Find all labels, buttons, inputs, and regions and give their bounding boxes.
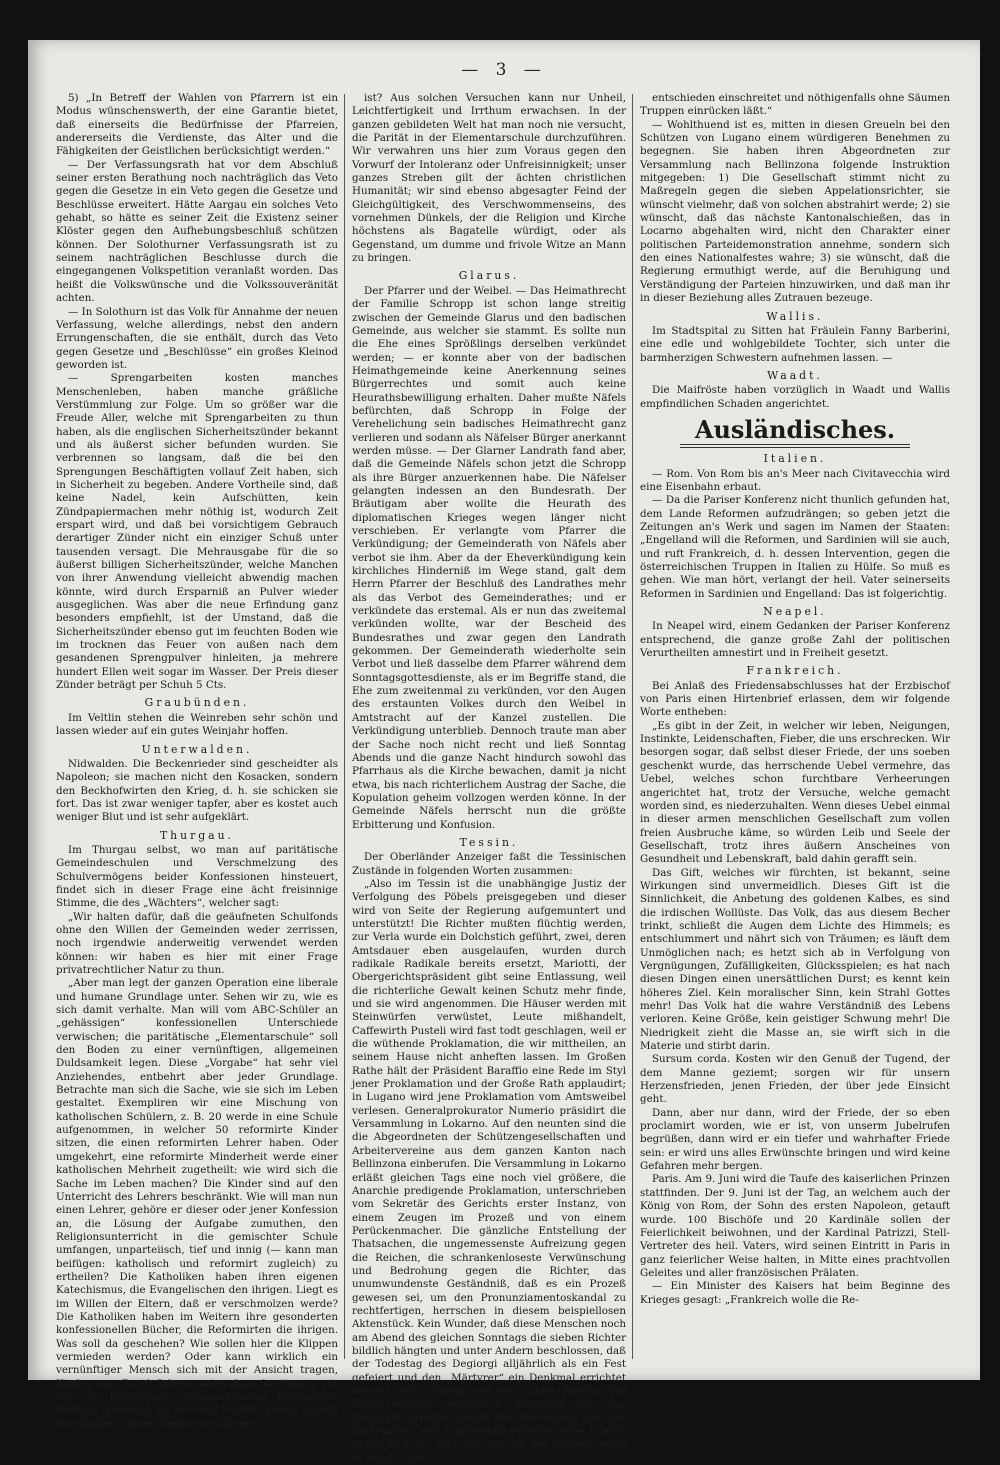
paragraph: — Wohlthuend ist es, mitten in diesen Greueln bei den Schützen von Lugano einem würdigeren Benehmen zu begegnen. Sie haben ihren Abgeordneten zur Versammlung nach Bellinzona folgende Instruktion mitgegeben: 1) Die Gesellschaft stimmt nicht zu Maßregeln gegen die sieben Appelationsrichter, sie wünscht vielmehr, daß von solchen abstrahirt werde; 2) sie wünscht, daß das nächste Kantonalschießen, das in Locarno abgehalten wird, nicht den Charakter einer politischen Parteidemonstration annehme, sondern sich den eines Nationalfestes wahre; 3) sie wünscht, daß die Regierung ermuthigt werde, auf die Beruhigung und Verständigung der Parteien hinzuwirken, und daß man ihr in dieser Beziehung alles Zutrauen bezeuge.	[640, 118, 950, 305]
paragraph: — Rom. Von Rom bis an's Meer nach Civitavecchia wird eine Eisenbahn erbaut.	[640, 467, 950, 493]
region-heading: Thurgau.	[159, 828, 234, 842]
paragraph: Das Gift, welches wir fürchten, ist bekannt, seine Wirkungen sind unvermeidlich. Dieses Gift ist die Sinnlichkeit, die Anbetung des goldenen Kalbes, es sind die irdischen Wollüste. Das Volk, das aus diesem Becher trinkt, schließt die Augen dem Lichte des Himmels; es entschlummert und nährt sich von Träumen; es läuft dem Unmöglichen nach; es hetzt sich ab in Verfolgung von Vergnügungen, Zufälligkeiten, Glücksspielen; es hat nach diesen Dingen einen unersättlichen Durst; es kennt kein höheres Ziel. Kein moralischer Sinn, kein Strahl Gottes mehr! Das Volk hat die wahre Verständniß des Lebens verloren. Keine Größe, kein geistiger Schwung mehr! Die Niedrigkeit zieht die Masse an, sie wirft sich in die Materie und stirbt darin.	[640, 866, 950, 1053]
paragraph: Bei Anlaß des Friedensabschlusses hat der Erzbischof von Paris einen Hirtenbrief erlassen, dem wir folgende Worte entheben:	[640, 679, 950, 719]
paragraph: — Sprengarbeiten kosten manches Menschenleben, haben manche gräßliche Verstümmlung zur Folge. Um so größer war die Freude Aller, welche mit Sprengarbeiten zu thun haben, als die englischen Sicherheitszünder bekannt und als äußerst sicher befunden wurden. Sie verbrennen so langsam, daß die bei den Sprengungen Beschäftigten vollauf Zeit haben, sich in Sicherheit zu begeben. Andere Vortheile sind, daß keine Nadel, kein Aufschütten, kein Zündpapiermachen mehr nöthig ist, wodurch Zeit erspart wird, und daß bei vorsichtigem Gebrauch derartiger Zünder nicht ein einziger Schuß unter tausenden versagt. Die Mehrausgabe für die so äußerst billigen Sicherheitszünder, welche Manchen von ihrer Anwendung vielleicht abwendig machen könnte, wird durch Ersparniß an Pulver wieder ausgeglichen. Was aber die neue Erfindung ganz besonders empfiehlt, ist der Umstand, daß die Sicherheitszünder ebenso gut im feuchten Boden wie im trocknen das Feuer von außen nach dem gesandenen Sprengpulver hinleiten, ja mehrere hundert Ellen weit sogar im Wasser. Der Preis dieser Zünder beträgt per Schuh 5 Cts.	[56, 372, 338, 692]
paragraph: 5) „In Betreff der Wahlen von Pfarrern ist ein Modus wünschenswerth, der eine Garantie bietet, daß einerseits die Bedürfnisse der Pfarreien, andererseits die Verdienste, das Alter und die Fähigkeiten der Geistlichen berücksichtigt werden.“	[56, 92, 338, 158]
paragraph: Der Pfarrer und der Weibel. — Das Heimathrecht der Familie Schropp ist schon lange streitig zwischen der Gemeinde Glarus und den badischen Gemeinde, aus welcher sie stammt. Es sollte nun die Ehe eines Sprößlings derselben verkündet werden; — er konnte aber von der badischen Heimathgemeinde keine Anerkennung seines Bürgerrechtes und somit auch keine Heurathsbewilligung erhalten. Daher mußte Näfels befürchten, daß Schropp in Folge der Verehelichung sein badisches Heimathrecht ganz verlieren und sodann als Näfelser Bürger anerkannt werden müsse. — Der Glarner Landrath fand aber, daß die Gemeinde Näfels schon jetzt die Schropp als ihre Bürger anzuerkennen habe. Die Näfelser gelangten indessen an den Bundesrath. Der Bräutigam aber wollte die Heurath des diplomatischen Krieges wegen länger nicht verschieben. Er verlangte vom Pfarrer die Verkündigung; der Gemeinderath von Näfels aber verbot sie ihm. Aber da der Eheverkündigung kein kirchliches Hinderniß im Wege stand, galt dem Herrn Pfarrer der Beschluß des Landrathes mehr als das Verbot des Gemeinderathes; und er verkündete das erstemal. Als er nun das zweitemal verkünden wollte, war der Bescheid des Bundesrathes und zwar gegen den Landrath gekommen. Der Gemeinderath wiederholte sein Verbot und ließ dasselbe dem Pfarrer während dem Sonntagsgottesdienste, als er im Begriffe stand, die Ehe zum zweitenmal zu verkünden, vor den Augen des erstaunten Volkes durch den Weibel in Amtstracht auf der Kanzel zustellen. Die Verkündigung unterblieb. Dennoch traute man aber der Sache noch nicht recht und ließ Sonntag Abends und die ganze Nacht hindurch sowohl das Pfarrhaus als die Kirche bewachen, damit ja nicht etwa, bis nach richterlichem Austrag der Sache, die Kopulation geheim vollzogen werden könne. In der Gemeinde Näfels herrscht nun die größte Erbitterung und Konfusion.	[352, 284, 626, 831]
paragraph: „Aber man legt der ganzen Operation eine liberale und humane Grundlage unter. Sehen wir zu, wie es sich damit verhalte. Man will vom ABC-Schüler an „gehässigen“ konfessionellen Unterschiede verwischen; die paritätische „Elementarschule“ soll den Boden zu einer vernünftigen, allgemeinen Duldsamkeit legen. Diese „Vorgabe“ hat sehr viel Anziehendes, entbehrt aber jeder Grundlage. Betrachte man sich die Sache, wie sie sich im Leben gestaltet. Exempliren wir eine Mischung von katholischen Schülern, z. B. 20 werde in eine Schule aufgenommen, in welcher 50 reformirte Kinder sitzen, die einen reformirten Lehrer haben. Oder umgekehrt, eine reformirte Minderheit werde einer katholischen Mehrheit zugetheilt: wie wird sich die Sache im Leben machen? Die Kinder sind auf den Unterricht des Lehrers beschränkt. Wie will man nun einen Lehrer, gehöre er dieser oder jener Konfession an, die Lösung der Aufgabe zumuthen, den Religionsunterricht in die gemischter Schule umfangen, unparteiisch, tief und innig (— kann man beifügen: katholisch und reformirt zugleich) zu ertheilen? Die Katholiken haben ihren eigenen Katechismus, die Evangelischen den ihrigen. Liegt es im Willen der Eltern, daß er verschmolzen werde? Die Katholiken haben im Weitern ihre gesonderten konfessionellen Bücher, die Reformirten die ihrigen. Was soll da geschehen? Wie sollen hier die Klippen vermieden werden? Oder kann wirklich ein vernünftiger Mensch sich mit der Ansicht tragen, Kinder von 7—10 Jahren seien dazu bestimmt, mit der die Konfession verschmelzenden Philosophie vertraut gemacht zu werden; Kinder, deren Wissen ein Glauben, deren Denken ein Ahnen	[56, 977, 338, 1430]
paragraph: — Ein Minister des Kaisers hat beim Beginne des Krieges gesagt: „Frankreich wolle die Re-	[640, 1280, 950, 1306]
paragraph: Die Maifröste haben vorzüglich in Waadt und Wallis empfindlichen Schaden angerichtet.	[640, 384, 950, 410]
section-heading-foreign	[640, 414, 950, 448]
paragraph: ist? Aus solchen Versuchen kann nur Unheil, Leichtfertigkeit und Irrthum erwachsen. In der ganzen gebildeten Welt hat man noch nie versucht, die Parität in der Elementarschule durchzuführen. Wir verwahren uns hier zum Voraus gegen den Vorwurf der Intoleranz oder Unfreisinnigkeit; unser ganzes Streben gilt der ächten christlichen Humanität; wir sind ebenso abgesagter Feind der Gleichgültigkeit, des Verschwommenseins, des vornehmen Dünkels, der die Religion und Kirche höchstens als Bagatelle würdigt, oder als Gegenstand, um dumme und frivole Witze an Mann zu bringen.	[352, 92, 626, 265]
paragraph: In Neapel wird, einem Gedanken der Pariser Konferenz entsprechend, die ganze große Zahl der politischen Verurtheilten amnestirt und in Freiheit gesetzt.	[640, 620, 950, 660]
region-heading: Waadt.	[767, 368, 823, 382]
paragraph: Nidwalden. Die Beckenrieder sind gescheidter als Napoleon; sie machen nicht den Kosacken, sondern den Beckhofwirten den Krieg, d. h. sie schicken sie fort. Das ist zwar weniger tapfer, aber es kostet auch weniger Blut und ist sehr aufgeklärt.	[56, 757, 338, 824]
paragraph: Im Stadtspital zu Sitten hat Fräulein Fanny Barberini, eine edle und wohlgebildete Tochter, sich unter die barmherzigen Schwestern aufnehmen lassen. —	[640, 324, 950, 364]
paragraph: „Also im Tessin ist die unabhängige Justiz der Verfolgung des Pöbels preisgegeben und dieser wird von Seite der Regierung aufgemuntert und unterstützt! Die Richter mußten flüchtig werden, zur Verla wurde ein Dolchstich geführt, zwei, deren Amtsdauer eben ausgelaufen, wurden durch radikale Radikale bereits ersetzt, Mariotti, der Obergerichtspräsident gibt seine Entlassung, weil die richterliche Gewalt keinen Schutz mehr finde, und sie wird angenommen. Die Häuser werden mit Steinwürfen verwüstet, Leute mißhandelt, Caffewirth Pusteli wird fast todt geschlagen, weil er die wüthende Proklamation, die wir mittheilen, an seinem Hause nicht anheften lassen. Im Großen Rathe hält der Präsident Baraffio eine Rede im Styl jener Proklamation und der Große Rath applaudirt; in Lugano wird jene Proklamation vom Amtsweibel verlesen. Generalprokurator Numerio präsidirt die Versammlung in Lokarno. Auf den neunten sind die die Abgeordneten der Schützengesellschaften und Arbeitervereine aus dem ganzen Kanton nach Bellinzona einberufen. Die Versammlung in Lokarno erläßt gleichen Tags eine noch viel größere, die Anarchie predigende Proklamation, unterschrieben vom Sekretär des Gerichts erster Instanz, von einem Zeugen im Prozeß und von einem Perückenmacher. Die gänzliche Entstellung der Thatsachen, die ungemessenste Aufreizung gegen die Reichen, die schrankenloseste Verwünschung und Bedrohung gegen die Richter, das unumwundenste Geständniß, daß es ein Prozeß gewesen sei, um den Pronunziamentoskandal zu rechtfertigen, herrschen in diesem beispiellosen Aktenstück. Kein Wunder, daß diese Menschen noch am Abend des gleichen Sonntags die sieben Richter bildlich hängten und unter Andern beschlossen, daß der Todestag des Degiorgi alljährlich als ein Fest gefeiert und den „Märtyrer“ ein Denkmal errichtet werden soll! Zudem wir hier, ohne Zweifel der Bundesbehörde bekannten Vorgänge vor das Publikum bringen, sagen wir deutlicher, daß wir dafürhalten, der Bundesrath verletze seine Pflicht, gefährde seine Stellung und die des Landes, wenn er nicht sofort	[352, 877, 626, 1464]
paragraph: entschieden einschreitet und nöthigenfalls ohne Säumen Truppen einrücken läßt.“	[640, 92, 950, 118]
column-left	[56, 92, 338, 1430]
paragraph: — Da die Pariser Konferenz nicht thunlich gefunden hat, dem Lande Reformen aufzudrängen; so geben jetzt die Zeitungen an's Werk und sagen im Namen der Staaten: „Engelland will die Reformen, und Sardinien will sie auch, und ruft Frankreich, d. h. dessen Intervention, gegen die österreichischen Truppen in Italien zu Hülfe. So muß es gehen. Wie man hört, verlangt der heil. Vater seinerseits Reformen in Sardinien und Engelland: Das ist folgerichtig.	[640, 494, 950, 600]
paragraph: — In Solothurn ist das Volk für Annahme der neuen Verfassung, welche allerdings, nebst den andern Errungenschaften, die sie enthält, durch das Veto gegen Gesetze und „Beschlüsse“ ein großes Kleinod geworden ist.	[56, 305, 338, 371]
paragraph: — Der Verfassungsrath hat vor dem Abschluß seiner ersten Berathung noch nachträglich das Veto gegen die Gesetze in ein Veto gegen die Gesetze und Beschlüsse erweitert. Hätte Aargau ein solches Veto gehabt, so hätte es seiner Zeit die Existenz seiner Klöster gegen den Aufhebungsbeschluß schützen können. Der Solothurner Verfassungsrath ist zu seinem nachträglichen Beschlusse durch die eingegangenen Volkspetition veranlaßt worden. Das heißt die Volkswünsche und die Volkssouveränität achten.	[56, 158, 338, 305]
column-middle	[352, 92, 626, 1464]
region-heading: Frankreich.	[746, 664, 844, 678]
paragraph: Paris. Am 9. Juni wird die Taufe des kaiserlichen Prinzen stattfinden. Der 9. Juni ist der Tag, an welchem auch der König von Rom, der Sohn des ersten Napoleon, getauft wurde. 100 Bischöfe und 20 Kardinäle sollen der Feierlichkeit beiwohnen, und der Kardinal Patrizzi, Stell-Vertreter des heil. Vaters, wird seinen Eintritt in Paris in ganz feierlicher Weise halten, in Mitte eines prachtvollen Geleites und aller französischen Prälaten.	[640, 1173, 950, 1279]
region-heading: Tessin.	[459, 835, 519, 849]
region-heading: Unterwalden.	[141, 742, 253, 756]
paragraph: Sursum corda. Kosten wir den Genuß der Tugend, der dem Manne geziemt; sorgen wir für unsern Herzensfrieden, jenen Frieden, der über jede Einsicht geht.	[640, 1053, 950, 1106]
paragraph: Im Thurgau selbst, wo man auf paritätische Gemeindeschulen und Verschmelzung des Schulvermögens beider Konfessionen hinsteuert, findet sich in dieser Frage eine ächt freisinnige Stimme, die des „Wächters“, welcher sagt:	[56, 843, 338, 910]
paragraph: Im Veltlin stehen die Weinreben sehr schön und lassen wieder auf ein gutes Weinjahr hoffen.	[56, 711, 338, 738]
paragraph: Der Oberländer Anzeiger faßt die Tessinischen Zustände in folgenden Worten zusammen:	[352, 851, 626, 877]
column-right	[640, 92, 950, 1367]
heading-rule	[680, 444, 910, 448]
paragraph: Dann, aber nur dann, wird der Friede, der so eben proclamirt worden, wie er ist, von unserm Jubelrufen begrüßen, dann wird er ein tiefer und wahrhafter Friede sein: er wird uns alles Erwünschte bringen und wird keine Gefahren mehr bergen.	[640, 1106, 950, 1173]
paragraph: „Es gibt in der Zeit, in welcher wir leben, Neigungen, Instinkte, Leidenschaften, Fieber, die uns erschrecken. Wir besorgen sogar, daß selbst dieser Friede, der uns soeben geschenkt wurde, das herrschende Uebel vermehre, das Uebel, welches schon furchtbare Verheerungen angerichtet hat, trotz der Versuche, welche gemacht worden sind, es niederzuhalten. Wenn dieses Uebel einmal in dieser armen menschlichen Gesellschaft zum vollen freien Ausbruche käme, so würden Leib und Seele der Gesellschaft, trotz ihres äußern Anscheines von Gesundheit und Lebenskraft, bald dahin gerafft sein.	[640, 719, 950, 866]
paragraph: „Wir halten dafür, daß die geäufneten Schulfonds ohne den Willen der Gemeinden weder zerrissen, noch irgendwie anderweitig verwendet werden können: wir haben es hier mit einer Frage privatrechtlicher Natur zu thun.	[56, 910, 338, 976]
region-heading: Graubünden.	[144, 696, 250, 710]
section-title: Ausländisches.	[694, 414, 896, 444]
page-number: — 3 —	[461, 60, 547, 80]
region-heading: Glarus.	[458, 269, 520, 283]
newspaper-page	[28, 40, 980, 1464]
column-rule-right	[632, 94, 633, 1359]
column-rule-left	[344, 94, 345, 1359]
region-heading: Italien.	[763, 452, 827, 466]
region-heading: Wallis.	[766, 309, 824, 323]
region-heading: Neapel.	[763, 605, 827, 619]
